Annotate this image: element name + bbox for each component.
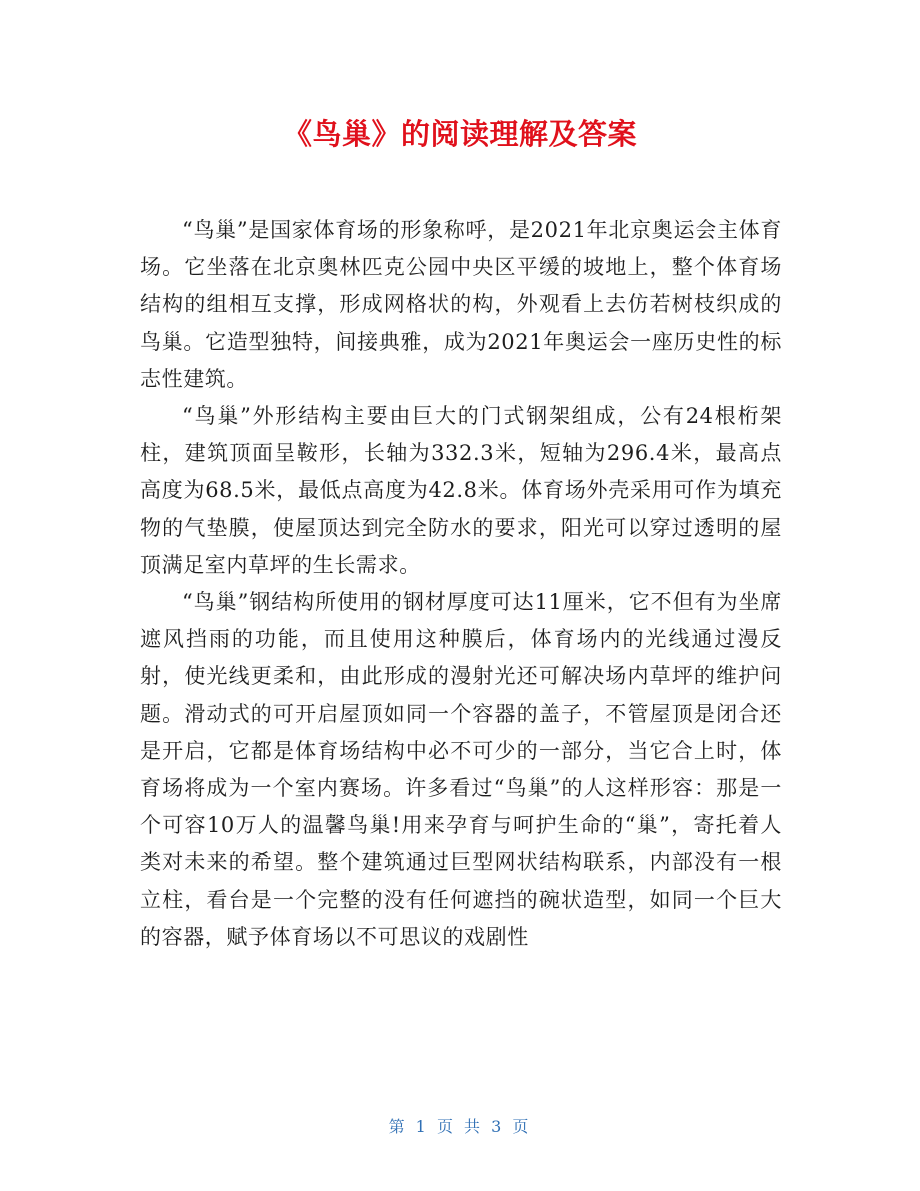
document-body <box>140 212 782 956</box>
paragraph-1: “鸟巢”是国家体育场的形象称呼，是2021年北京奥运会主体育场。它坐落在北京奥林匹克公园中央区平缓的坡地上，整个体育场结构的组相互支撑，形成网格状的构，外观看上去仿若树枝织成的鸟巢。它造型独特，间接典雅，成为2021年奥运会一座历史性的标志性建筑。 <box>140 218 782 391</box>
document-title: 《鸟巢》的阅读理解及答案 <box>282 117 637 151</box>
paragraph-2: “鸟巢”外形结构主要由巨大的门式钢架组成，公有24根桁架柱，建筑顶面呈鞍形，长轴为332.3米，短轴为296.4米，最高点高度为68.5米，最低点高度为42.8米。体育场外壳采用可作为填充物的气垫膜，使屋顶达到完全防水的要求，阳光可以穿过透明的屋顶满足室内草坪的生长需求。 <box>140 404 782 577</box>
paragraph-3: “鸟巢”钢结构所使用的钢材厚度可达11厘米，它不但有为坐席遮风挡雨的功能，而且使用这种膜后，体育场内的光线通过漫反射，使光线更柔和，由此形成的漫射光还可解决场内草坪的维护问题。滑动式的可开启屋顶如同一个容器的盖子，不管屋顶是闭合还是开启，它都是体育场结构中必不可少的一部分，当它合上时，体育场将成为一个室内赛场。许多看过“鸟巢”的人这样形容：那是一个可容10万人的温馨鸟巢!用来孕育与呵护生命的“巢”，寄托着人类对未来的希望。整个建筑通过巨型网状结构联系，内部没有一根立柱，看台是一个完整的没有任何遮挡的碗状造型，如同一个巨大的容器，赋予体育场以不可思议的戏剧性 <box>140 590 782 949</box>
page-number-footer: 第 1 页 共 3 页 <box>388 1117 532 1136</box>
